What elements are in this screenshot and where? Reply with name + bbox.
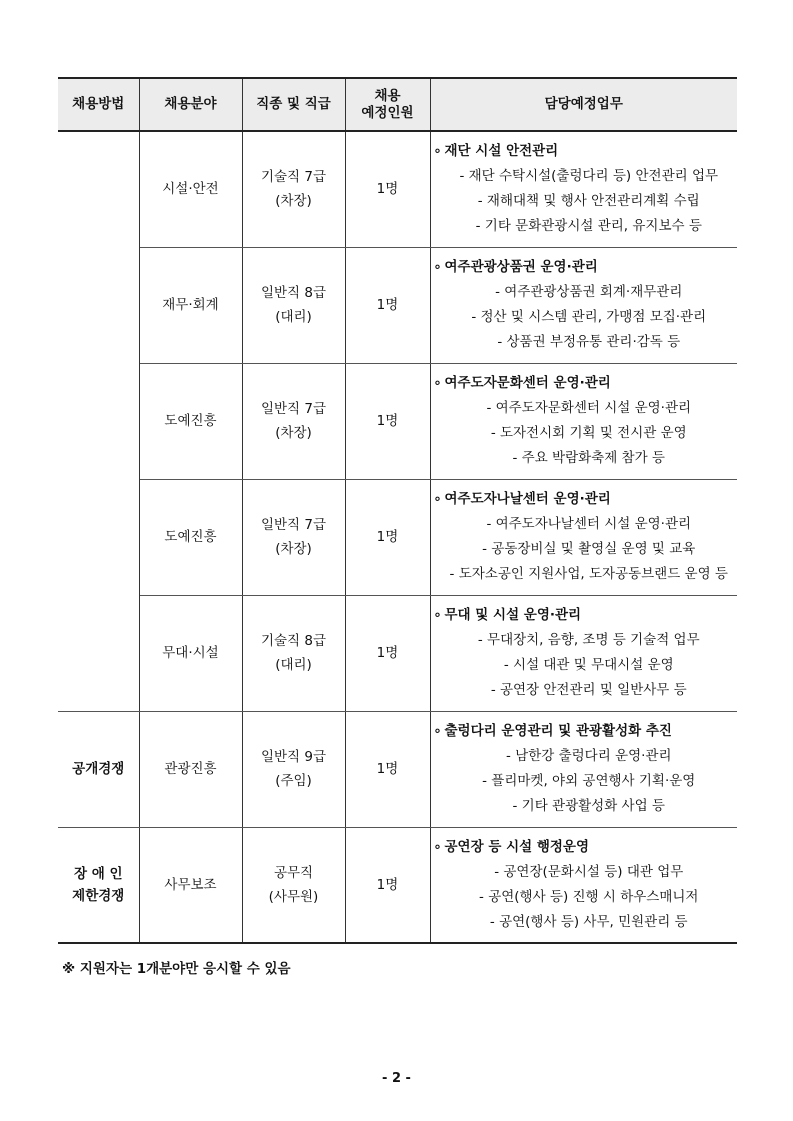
duties-cell [430,131,737,247]
duty-title [431,371,738,396]
grade-cell [242,479,345,595]
duty-title-text: 출렁다리 운영관리 및 관광활성화 추진 [444,723,672,739]
duty-item: - 재해대책 및 행사 안전관리계획 수립 [477,193,700,210]
table-row [58,711,737,827]
grade-rank: (사무원) [268,888,319,905]
duty-item: - 플리마켓, 야외 공연행사 기획·운영 [482,773,696,789]
duty-title [431,835,738,860]
field-cell: 관광진흥 [139,711,242,827]
table-header-row [58,78,737,131]
grade-rank: (대리) [275,309,312,325]
duties-cell [430,711,737,827]
duty-item: - 기타 문화관광시설 관리, 유지보수 등 [475,218,702,235]
duties-cell [430,363,737,479]
duty-item: - 여주관광상품권 회계·재무관리 [495,284,683,300]
table-row [58,131,737,247]
duty-item: - 주요 박람화축제 참가 등 [512,450,665,466]
grade-line: 기술직 7급 [260,169,327,186]
duty-item: - 시설 대관 및 무대시설 운영 [503,657,674,673]
duty-item: - 남한강 출렁다리 운영·관리 [506,748,672,764]
duty-item: - 무대장치, 음향, 조명 등 기술적 업무 [477,632,700,648]
duty-title-text: 재단 시설 안전관리 [444,143,559,160]
duty-item: - 도자소공인 지원사업, 도자공동브랜드 운영 등 [449,566,728,582]
duty-item: - 기타 관광활성화 사업 등 [512,798,665,814]
count-cell: 1명 [345,479,430,595]
grade-cell [242,131,345,247]
duty-title-text: 여주도자문화센터 운영·관리 [444,375,611,391]
duty-item: - 여주도자나날센터 시설 운영·관리 [486,516,692,532]
duty-item: - 재단 수탁시설(출렁다리 등) 안전관리 업무 [459,168,719,185]
header-count-line2: 예정인원 [361,104,414,121]
count-cell: 1명 [345,247,430,363]
bullet-icon: ∘ [433,143,442,160]
grade-cell [242,827,345,943]
duties-cell [430,595,737,711]
duty-item: - 공연장 안전관리 및 일반사무 등 [490,682,687,698]
grade-cell [242,711,345,827]
grade-line: 공무직 [273,864,314,881]
duty-item: - 상품권 부정유통 관리·감독 등 [497,334,681,350]
bullet-icon: ∘ [433,838,442,855]
application-note: ※ 지원자는 1개분야만 응시할 수 있음 [62,961,291,977]
header-method: 채용방법 [58,78,139,131]
header-count [345,78,430,131]
count-cell: 1명 [345,595,430,711]
grade-cell [242,595,345,711]
bullet-icon: ∘ [433,259,442,275]
duty-title-text: 여주도자나날센터 운영·관리 [444,491,611,507]
header-duties: 담당예정업무 [430,78,737,131]
grade-line: 일반직 7급 [260,517,327,533]
header-count-line1: 채용 [374,87,401,104]
bullet-icon: ∘ [433,491,442,507]
duty-item: - 여주도자문화센터 시설 운영·관리 [486,400,692,416]
grade-cell [242,247,345,363]
duty-item: - 공연(행사 등) 사무, 민원관리 등 [489,913,688,930]
count-cell: 1명 [345,711,430,827]
bullet-icon: ∘ [433,723,442,739]
duties-cell [430,827,737,943]
bullet-icon: ∘ [433,375,442,391]
field-cell: 재무·회계 [139,247,242,363]
count-cell: 1명 [345,827,430,943]
method-line: 제한경쟁 [72,887,125,904]
table-row [58,827,737,943]
grade-rank: (대리) [275,657,312,673]
count-cell: 1명 [345,131,430,247]
method-cell [58,827,139,943]
duty-title [431,255,738,280]
method-line: 장 애 인 [73,865,123,882]
duties-cell [430,479,737,595]
duty-item: - 공동장비실 및 촬영실 운영 및 교육 [482,541,696,557]
field-cell: 도예진흥 [139,479,242,595]
field-cell: 도예진흥 [139,363,242,479]
grade-cell [242,363,345,479]
table-row [58,595,737,711]
method-cell: 공개경쟁 [58,711,139,827]
header-grade: 직종 및 직급 [242,78,345,131]
duty-title [431,487,738,512]
count-cell: 1명 [345,363,430,479]
field-cell: 무대·시설 [139,595,242,711]
duty-title-text: 공연장 등 시설 행정운영 [444,838,590,855]
table-row [58,247,737,363]
table-row [58,479,737,595]
duties-cell [430,247,737,363]
grade-rank: (차장) [275,425,312,441]
page-number: - 2 - [382,1071,411,1086]
grade-line: 일반직 8급 [260,285,327,301]
recruitment-table [58,77,737,944]
duty-title [431,719,738,744]
grade-rank: (차장) [275,541,312,557]
grade-rank: (차장) [275,193,312,210]
duty-item: - 도자전시회 기획 및 전시관 운영 [490,425,687,441]
header-field: 채용분야 [139,78,242,131]
table-row [58,363,737,479]
field-cell: 사무보조 [139,827,242,943]
duty-title-text: 여주관광상품권 운영·관리 [444,259,598,275]
duty-title [431,603,738,628]
duty-title-text: 무대 및 시설 운영·관리 [444,607,582,623]
duty-item: - 정산 및 시스템 관리, 가맹점 모집·관리 [471,309,707,325]
field-cell: 시설·안전 [139,131,242,247]
duty-title [431,139,738,164]
duty-item: - 공연장(문화시설 등) 대관 업무 [494,863,684,880]
grade-rank: (주임) [275,773,312,789]
method-cell-blank [58,131,139,711]
grade-line: 일반직 7급 [260,401,327,417]
grade-line: 기술직 8급 [260,633,327,649]
bullet-icon: ∘ [433,607,442,623]
duty-item: - 공연(행사 등) 진행 시 하우스매니저 [479,888,699,905]
grade-line: 일반직 9급 [260,749,327,765]
